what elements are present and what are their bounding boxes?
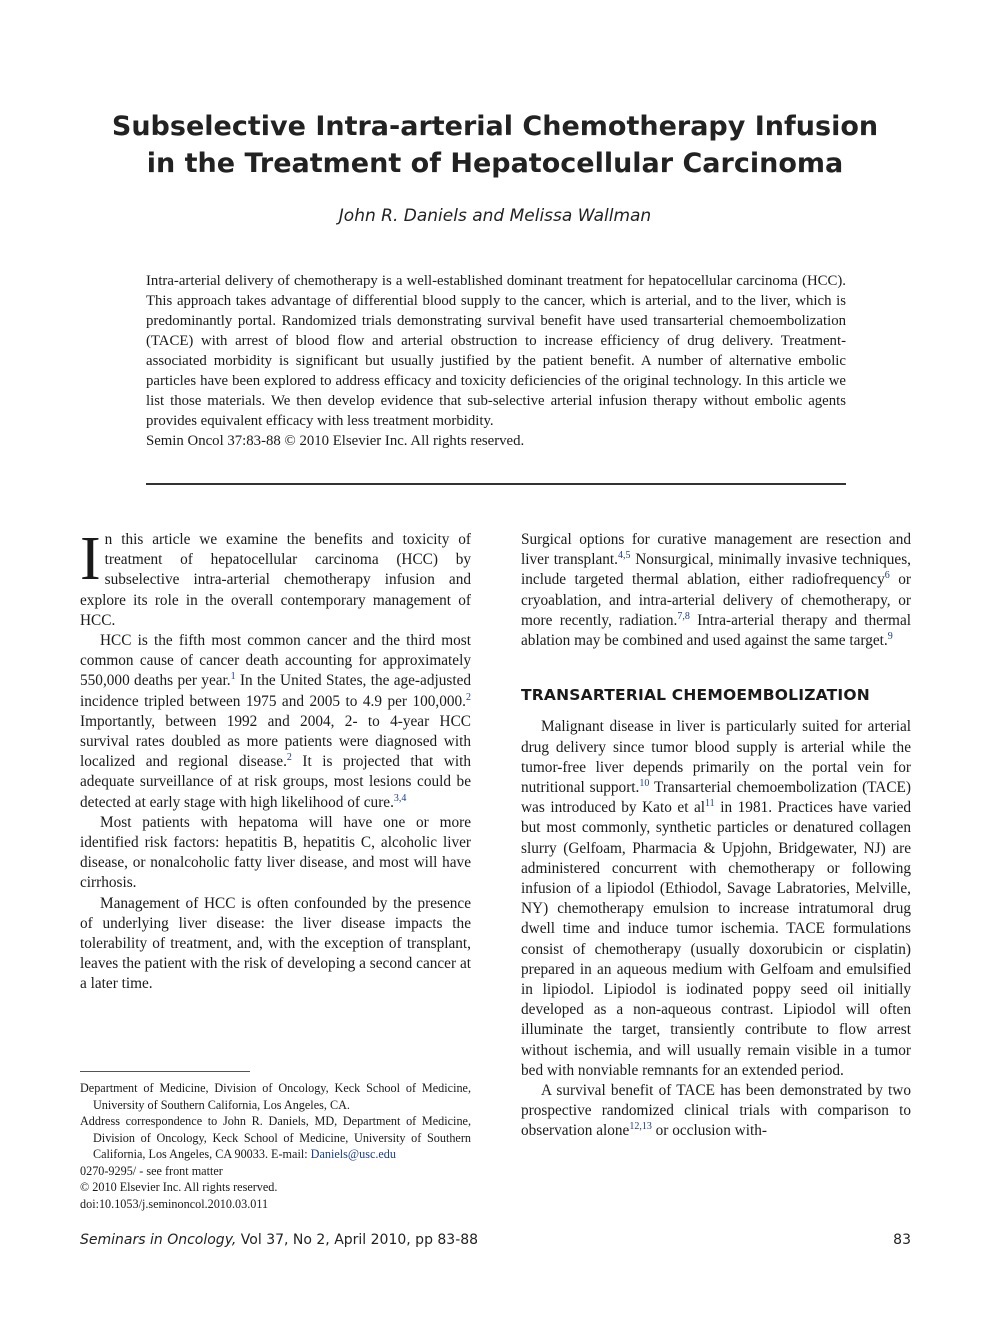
reference-link[interactable]: 12,13 [629, 1121, 652, 1133]
reference-link[interactable]: 7,8 [677, 610, 690, 622]
footnote-correspondence [80, 1113, 471, 1163]
paragraph-text: or occlusion with- [651, 1122, 767, 1140]
reference-link[interactable]: 2 [286, 752, 292, 764]
abstract-citation: Semin Oncol 37:83-88 © 2010 Elsevier Inc. All rights reserved. [146, 433, 525, 449]
paragraph-text: Surgical options for curative management are resection and liver transplant. [521, 531, 911, 569]
footnote-divider [80, 1071, 250, 1072]
abstract-text: Intra-arterial delivery of chemotherapy is a well-established dominant treatment for hepatocellular carcinoma (HCC). This approach takes advantage of differential blood supply to the cancer, which is arterial, and to the liver, which is predominantly portal. Randomized trials demonstrating survival benefit have used transarterial chemoembolization (TACE) with arrest of blood flow and arterial obstruction to increase efficiency of drug delivery. Treatment-associated morbidity is significant but usually justified by the patient benefit. A number of alternative embolic particles have been explored to address efficacy and toxicity deficiencies of the original technology. In this article we list those materials. We then develop evidence that sub-selective arterial infusion therapy without embolic agents provides equivalent efficacy with less treatment morbidity. [146, 273, 846, 429]
paragraph-text: Importantly, between 1992 and 2004, 2- to 4-year HCC survival rates doubled as more patients were diagnosed with localized and regional disease. [80, 712, 471, 771]
paragraph-text: Nonsurgical, minimally invasive techniques, include targeted thermal ablation, either radiofrequency [521, 551, 911, 589]
paragraph-text: Transarterial chemoembolization (TACE) was introduced by Kato et al [521, 779, 911, 817]
paragraph-text: It is projected that with adequate surveillance of at risk groups, most lesions could be detected at early stage with high likelihood of cure. [80, 753, 471, 811]
article-title [80, 108, 910, 182]
paragraph-tace [521, 717, 911, 1081]
title-line-1: Subselective Intra-arterial Chemotherapy Infusion [111, 111, 879, 142]
reference-link[interactable]: 9 [887, 630, 893, 642]
reference-link[interactable]: 10 [639, 777, 650, 789]
paragraph-text: or cryoablation, and intra-arterial delivery of chemotherapy, or more recently, radiation. [521, 571, 911, 629]
footnotes [80, 1080, 471, 1212]
paragraph-survival-benefit [521, 1081, 911, 1142]
paragraph-surgical-options [521, 530, 911, 651]
paragraph-hcc-epidemiology [80, 631, 471, 813]
reference-link[interactable]: 3,4 [393, 792, 407, 804]
footnote-doi: doi:10.1053/j.seminoncol.2010.03.011 [80, 1196, 269, 1211]
footnote-affiliation: Department of Medicine, Division of Oncology, Keck School of Medicine, University of Southern California, Los Angeles, CA. [80, 1081, 471, 1112]
paragraph-text: HCC is the fifth most common cancer and the third most common cause of cancer death accounting for approximately 550,000 deaths per year. [80, 632, 471, 690]
paragraph-text: in 1981. Practices have varied but most commonly, synthetic particles or denatured collagen slurry (Gelfoam, Pharmacia & Upjohn, Bridgewater, NJ) are administered concurrent with chemotherapy or following infusion of a lipiodol (Ethiodol, Savage Labratories, Melville, NY) chemotherapy emulsion to increase intratumoral drug dwell time and induce tumor ischemia. TACE formulations consist of chemotherapy (usually doxorubicin or cisplatin) prepared in an aqueous medium with Gelfoam and emulsified in lipiodol. Lipiodol is iodinated poppy seed oil initially developed as a non-aqueous contrast. Lipiodol will often illuminate the target, transiently contribute to flow arrest without ischemia, and will usually remain visible in a tumor bed with nonviable remnants for an extended period. [521, 799, 912, 1079]
paragraph-text: In the United States, the age-adjusted incidence tripled between 1975 and 2005 to 4.9 per 100,000. [80, 672, 472, 710]
title-line-2: in the Treatment of Hepatocellular Carcinoma [146, 148, 844, 179]
left-column [80, 525, 472, 995]
correspondence-text: Address correspondence to John R. Daniels, MD, Department of Medicine, Division of Oncology, Keck School of Medicine, University of Southern California, Los Angeles, CA 90033. E-mail: [80, 1114, 471, 1161]
paragraph-text: A survival benefit of TACE has been demonstrated by two prospective randomized clinical trials with comparison to observation alone [521, 1082, 911, 1140]
intro-paragraph [80, 525, 471, 631]
abstract [146, 271, 846, 451]
drop-cap: I [80, 525, 101, 593]
issue-details: Vol 37, No 2, April 2010, pp 83-88 [236, 1232, 479, 1248]
abstract-divider [146, 483, 846, 485]
author-list: John R. Daniels and Melissa Wallman [338, 206, 652, 226]
reference-link[interactable]: 4,5 [617, 550, 631, 562]
email-link[interactable]: Daniels@usc.edu [310, 1147, 396, 1161]
journal-name: Seminars in Oncology, [80, 1232, 237, 1248]
footnote-copyright: © 2010 Elsevier Inc. All rights reserved. [80, 1180, 278, 1194]
paragraph-risk-factors: Most patients with hepatoma will have one or more identified risk factors: hepatitis B, hepatitis C, alcoholic liver disease, or nonalcoholic fatty liver disease, and most will have cirrhosis. [80, 813, 471, 892]
running-footer [80, 1232, 478, 1248]
reference-link[interactable]: 6 [884, 570, 890, 582]
paragraph-text: Malignant disease in liver is particularly suited for arterial drug delivery since tumor blood supply is arterial while the tumor-free liver depends primarily on the portal vein for nutritional support. [521, 718, 911, 797]
reference-link[interactable]: 2 [466, 691, 471, 703]
reference-link[interactable]: 11 [705, 798, 715, 810]
reference-link[interactable]: 1 [230, 671, 236, 683]
paragraph-management: Management of HCC is often confounded by the presence of underlying liver disease: the liver disease impacts the tolerability of treatment, and, with the exception of transplant, leaves the patient with the risk of developing a second cancer at a later time. [80, 894, 471, 993]
intro-text: n this article we examine the benefits and toxicity of treatment of hepatocellular carcinoma (HCC) by subselective intra-arterial chemotherapy infusion and explore its role in the overall contemporary management of HCC. [80, 531, 471, 629]
paragraph-text: Intra-arterial therapy and thermal ablation may be combined and used against the same target. [521, 611, 911, 650]
footnote-issn: 0270-9295/ - see front matter [80, 1163, 223, 1178]
section-heading: TRANSARTERIAL CHEMOEMBOLIZATION [521, 686, 870, 705]
page-number: 83 [893, 1232, 911, 1248]
right-column [521, 530, 911, 1142]
